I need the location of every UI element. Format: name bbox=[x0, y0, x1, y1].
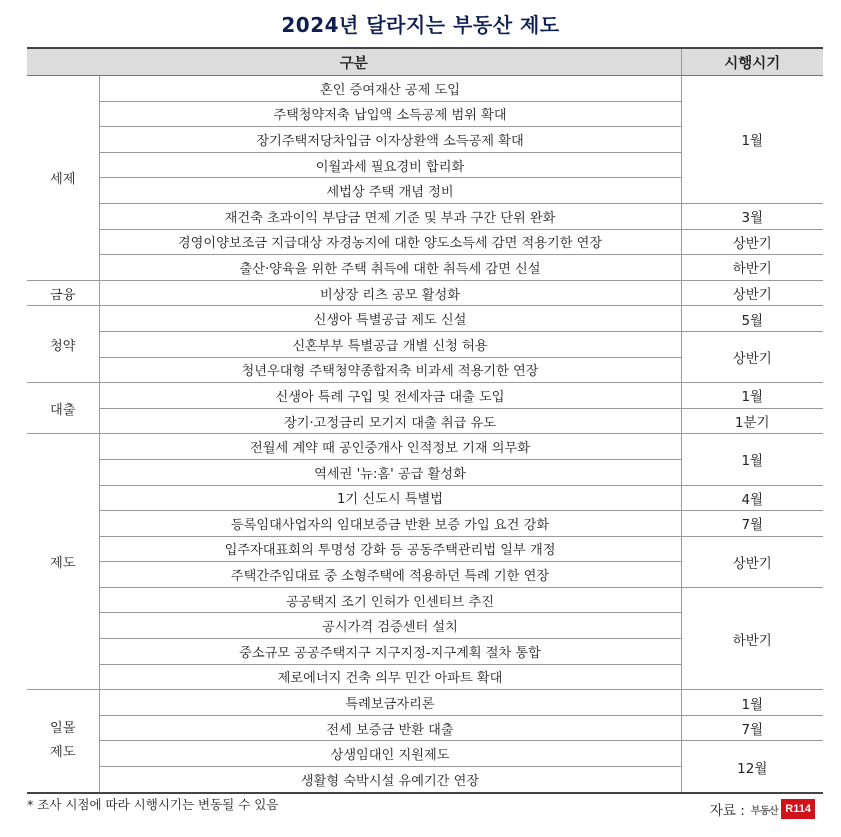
table-row bbox=[27, 255, 823, 281]
table-row bbox=[27, 76, 823, 102]
item-cell: 신혼부부 특별공급 개별 신청 허용 bbox=[99, 331, 681, 357]
period-cell: 7월 bbox=[681, 715, 823, 741]
period-cell: 1월 bbox=[681, 434, 823, 485]
item-cell: 입주자대표회의 투명성 강화 등 공동주택관리법 일부 개정 bbox=[99, 536, 681, 562]
period-cell: 7월 bbox=[681, 511, 823, 537]
source-label: 자료 : bbox=[709, 803, 745, 819]
table-row bbox=[27, 203, 823, 229]
table-row bbox=[27, 536, 823, 562]
footnote: * 조사 시점에 따라 시행시기는 변동될 수 있음 bbox=[27, 797, 279, 812]
logo-badge: R114 bbox=[781, 799, 815, 819]
table-row bbox=[27, 434, 823, 460]
item-cell: 주택청약저축 납입액 소득공제 범위 확대 bbox=[99, 101, 681, 127]
period-cell: 3월 bbox=[681, 203, 823, 229]
period-cell: 상반기 bbox=[681, 331, 823, 382]
category-cell: 대출 bbox=[27, 383, 99, 434]
item-cell: 1기 신도시 특별법 bbox=[99, 485, 681, 511]
source-credit bbox=[710, 797, 815, 821]
period-cell: 상반기 bbox=[681, 280, 823, 306]
item-cell: 청년우대형 주택청약종합저축 비과세 적용기한 연장 bbox=[99, 357, 681, 383]
item-cell: 이월과세 필요경비 합리화 bbox=[99, 152, 681, 178]
item-cell: 신생아 특별공급 제도 신설 bbox=[99, 306, 681, 332]
period-cell: 1월 bbox=[681, 690, 823, 716]
item-cell: 등록임대사업자의 임대보증금 반환 보증 가입 요건 강화 bbox=[99, 511, 681, 537]
item-cell: 비상장 리츠 공모 활성화 bbox=[99, 280, 681, 306]
period-cell: 1월 bbox=[681, 76, 823, 204]
category-cell: 금융 bbox=[27, 280, 99, 306]
table-row bbox=[27, 690, 823, 716]
table-row bbox=[27, 306, 823, 332]
item-cell: 혼인 증여재산 공제 도입 bbox=[99, 76, 681, 102]
category-cell: 제도 bbox=[27, 434, 99, 690]
period-cell: 1월 bbox=[681, 383, 823, 409]
period-cell: 5월 bbox=[681, 306, 823, 332]
period-cell: 12월 bbox=[681, 741, 823, 793]
item-cell: 전세 보증금 반환 대출 bbox=[99, 715, 681, 741]
item-cell: 생활형 숙박시설 유예기간 연장 bbox=[99, 767, 681, 793]
period-cell: 1분기 bbox=[681, 408, 823, 434]
item-cell: 공시가격 검증센터 설치 bbox=[99, 613, 681, 639]
item-cell: 역세권 '뉴:홈' 공급 활성화 bbox=[99, 459, 681, 485]
table-row bbox=[27, 587, 823, 613]
item-cell: 중소규모 공공주택지구 지구지정-지구계획 절차 통합 bbox=[99, 639, 681, 665]
period-cell: 하반기 bbox=[681, 255, 823, 281]
r114-logo bbox=[751, 799, 815, 819]
item-cell: 장기주택저당차입금 이자상환액 소득공제 확대 bbox=[99, 127, 681, 153]
item-cell: 신생아 특례 구입 및 전세자금 대출 도입 bbox=[99, 383, 681, 409]
item-cell: 상생임대인 지원제도 bbox=[99, 741, 681, 767]
policy-table bbox=[27, 47, 823, 794]
table-row bbox=[27, 485, 823, 511]
table-row bbox=[27, 280, 823, 306]
item-cell: 제로에너지 건축 의무 민간 아파트 확대 bbox=[99, 664, 681, 690]
category-cell: 일몰 제도 bbox=[27, 690, 99, 793]
table-row bbox=[27, 331, 823, 357]
period-cell: 하반기 bbox=[681, 587, 823, 689]
item-cell: 재건축 초과이익 부담금 면제 기준 및 부과 구간 단위 완화 bbox=[99, 203, 681, 229]
table-row bbox=[27, 511, 823, 537]
logo-text: 부동산 bbox=[750, 805, 779, 817]
category-cell: 청약 bbox=[27, 306, 99, 383]
item-cell: 공공택지 조기 인허가 인센티브 추진 bbox=[99, 587, 681, 613]
item-cell: 특례보금자리론 bbox=[99, 690, 681, 716]
item-cell: 장기·고정금리 모기지 대출 취급 유도 bbox=[99, 408, 681, 434]
period-cell: 4월 bbox=[681, 485, 823, 511]
item-cell: 전월세 계약 때 공인중개사 인적정보 기재 의무화 bbox=[99, 434, 681, 460]
item-cell: 출산·양육을 위한 주택 취득에 대한 취득세 감면 신설 bbox=[99, 255, 681, 281]
item-cell: 경영이양보조금 지급대상 자경농지에 대한 양도소득세 감면 적용기한 연장 bbox=[99, 229, 681, 255]
table-row bbox=[27, 383, 823, 409]
header-period: 시행시기 bbox=[681, 48, 823, 76]
period-cell: 상반기 bbox=[681, 536, 823, 587]
table-header-row bbox=[27, 48, 823, 76]
page-title: 2024년 달라지는 부동산 제도 bbox=[281, 13, 560, 37]
header-category: 구분 bbox=[27, 48, 681, 76]
table-row bbox=[27, 408, 823, 434]
table-row bbox=[27, 741, 823, 767]
category-cell: 세제 bbox=[27, 76, 99, 281]
table-row bbox=[27, 229, 823, 255]
period-cell: 상반기 bbox=[681, 229, 823, 255]
item-cell: 세법상 주택 개념 정비 bbox=[99, 178, 681, 204]
item-cell: 주택간주임대료 중 소형주택에 적용하던 특례 기한 연장 bbox=[99, 562, 681, 588]
table-row bbox=[27, 715, 823, 741]
